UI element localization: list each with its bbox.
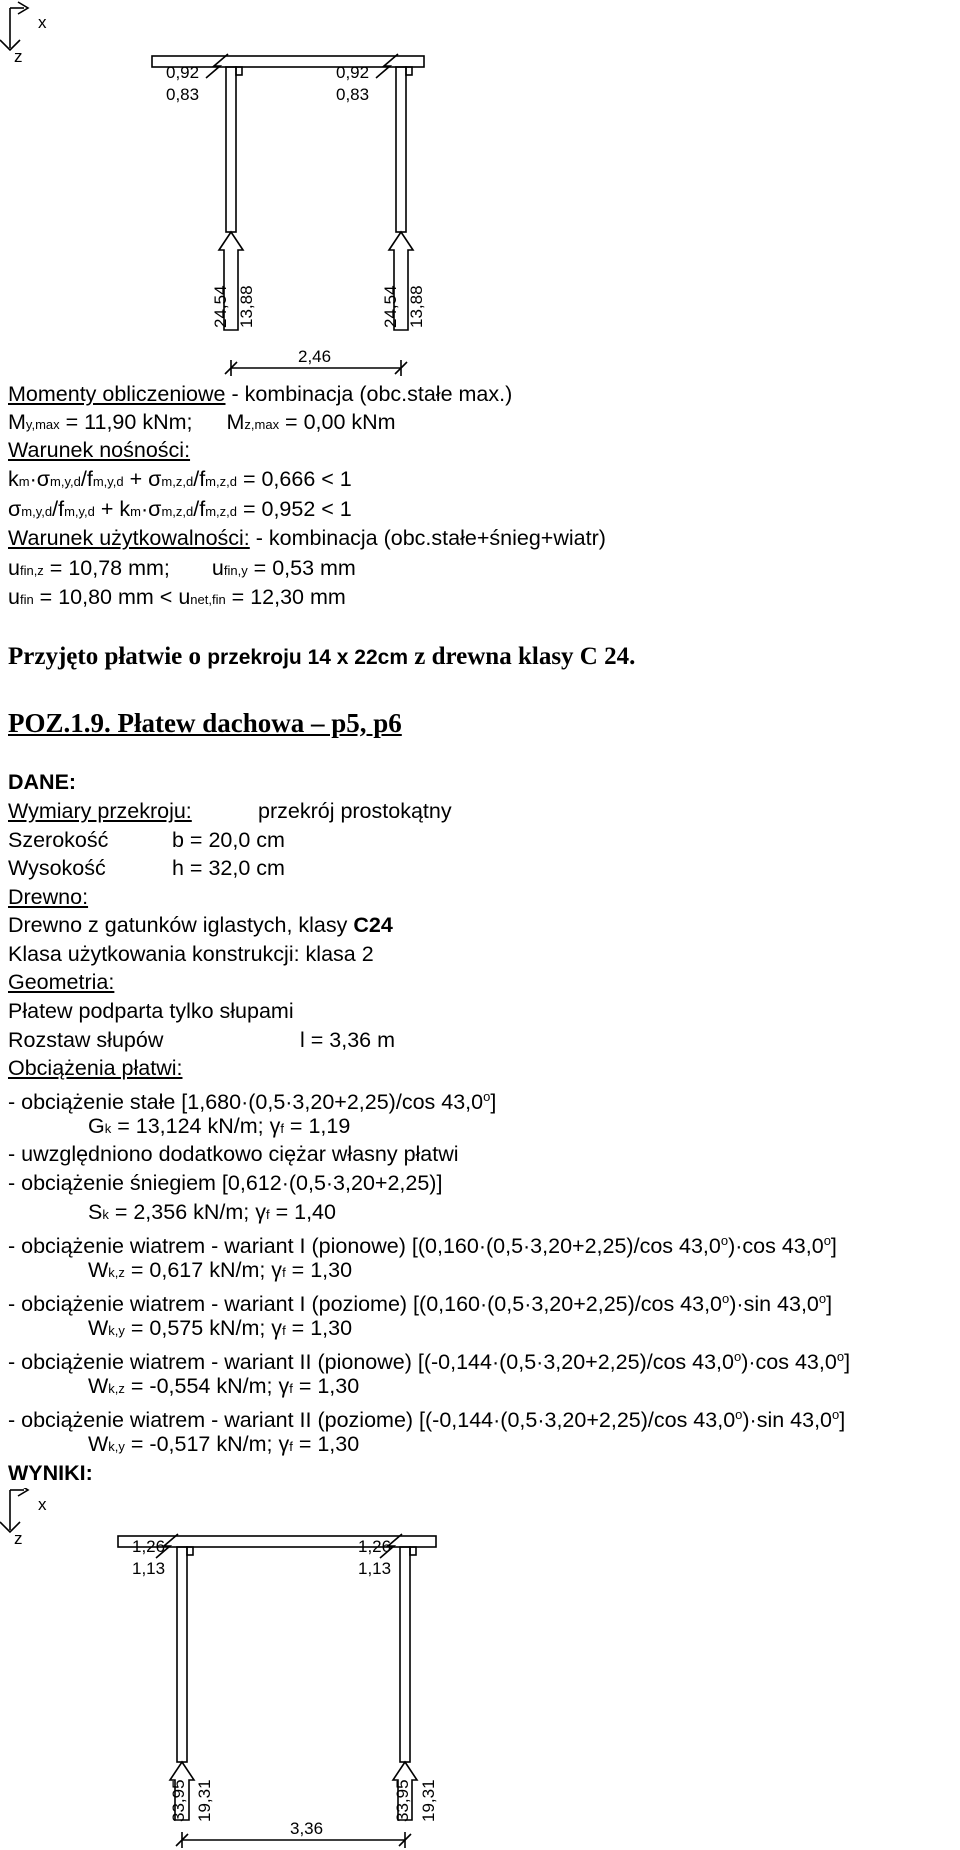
right-load-top: 0,92 <box>336 63 370 82</box>
right-reaction-2: 19,31 <box>419 1779 438 1822</box>
right-load-bottom: 0,83 <box>336 85 370 104</box>
span-dimension-label: 2,46 <box>298 347 332 366</box>
load-wind-1-horizontal: - obciążenie wiatrem - wariant I (poziome) [(0,160·(0,5·3,20+2,25)/cos $43,0^o)\cdot\sin$ 43,0$^o$] <box>8 1291 833 1317</box>
load-wind-2-vertical: - obciążenie wiatrem - wariant II (pionowe) [(-0,144·(0,5·3,20+2,25)/cos $43,0^o)\cdot\cos$ 43,0$^o$] <box>8 1349 851 1375</box>
width-line: Szerokość b = 20,0 cm <box>8 828 285 852</box>
load-dead: - obciążenie stałe [1,680·(0,5·3,20+2,25)/cos 43,0$^o$] <box>8 1089 497 1115</box>
geometry-title: Geometria: <box>8 970 115 994</box>
load-snow-value: Sk = 2,356 kN/m; γf = 1,40 <box>88 1200 336 1224</box>
load-wind-2-vertical-value: Wk,z = -0,554 kN/m; γf = 1,30 <box>88 1374 360 1398</box>
data-title: DANE: <box>8 770 77 794</box>
left-load-top: 1,26 <box>132 1537 166 1556</box>
axis-z-label: z <box>14 47 23 66</box>
load-wind-1-vertical: - obciążenie wiatrem - wariant I (pionowe) [(0,160·(0,5·3,20+2,25)/cos $43,0^o)\cdot\cos$ 43,0$^o$] <box>8 1233 837 1259</box>
load-wind-1-horizontal-value: Wk,y = 0,575 kN/m; γf = 1,30 <box>88 1316 353 1340</box>
axis-x-label: x <box>38 13 47 32</box>
span-dimension-label: 3,36 <box>290 1819 324 1838</box>
left-reaction-2: 13,88 <box>237 285 256 328</box>
structure-diagram-2 <box>0 1488 960 1850</box>
right-load-top: 1,26 <box>358 1537 392 1556</box>
results-title: WYNIKI: <box>8 1461 93 1485</box>
conclusion: Przyjęto płatwie o przekroju 14 x 22cm z drewna klasy C 24. <box>8 643 636 670</box>
capacity-condition-2: σm,y,d/fm,y,d + km·σm,z,d/fm,z,d = 0,952 < 1 <box>8 497 352 521</box>
left-load-top: 0,92 <box>166 63 200 82</box>
left-moment-symbol <box>206 54 228 78</box>
spacing-line: Rozstaw słupów l = 3,36 m <box>8 1028 396 1052</box>
right-reaction-1: 33,95 <box>393 1779 412 1822</box>
load-dead-value: Gk = 13,124 kN/m; γf = 1,19 <box>88 1114 351 1138</box>
left-reaction-1: 24,54 <box>211 285 230 328</box>
left-load-bottom: 0,83 <box>166 85 200 104</box>
right-post <box>400 1547 410 1762</box>
left-post <box>226 67 236 232</box>
capacity-condition-1: km·σm,y,d/fm,y,d + σm,z,d/fm,z,d = 0,666 < 1 <box>8 467 352 491</box>
load-selfweight: - uwzględniono dodatkowo ciężar własny płatwi <box>8 1142 459 1166</box>
section-heading: POZ.1.9. Płatew dachowa – p5, p6 <box>8 708 402 738</box>
height-line: Wysokość h = 32,0 cm <box>8 856 285 880</box>
right-moment-symbol <box>376 54 398 78</box>
right-post <box>396 67 406 232</box>
load-wind-2-horizontal: - obciążenie wiatrem - wariant II (poziome) [(-0,144·(0,5·3,20+2,25)/cos $43,0^o)\cdot\sin$ 43,0$^o$] <box>8 1407 846 1433</box>
load-wind-1-vertical-value: Wk,z = 0,617 kN/m; γf = 1,30 <box>88 1258 353 1282</box>
axis-z-label: z <box>14 1529 23 1548</box>
left-reaction-2: 19,31 <box>195 1779 214 1822</box>
dimensions-line: Wymiary przekroju: przekrój prostokątny <box>8 799 452 823</box>
axis-x-label: x <box>38 1495 47 1514</box>
left-load-bottom: 1,13 <box>132 1559 166 1578</box>
load-snow: - obciążenie śniegiem [0,612·(0,5·3,20+2,25)] <box>8 1171 443 1195</box>
left-reaction-1: 33,95 <box>169 1779 188 1822</box>
support-line: Płatew podparta tylko słupami <box>8 999 294 1023</box>
wood-line: Drewno z gatunków iglastych, klasy C24 <box>8 913 393 937</box>
capacity-title: Warunek nośności: <box>8 438 191 462</box>
right-reaction-1: 24,54 <box>381 285 400 328</box>
load-wind-2-horizontal-value: Wk,y = -0,517 kN/m; γf = 1,30 <box>88 1432 360 1456</box>
moments-line: Momenty obliczeniowe - kombinacja (obc.stałe max.) <box>8 382 513 406</box>
right-load-bottom: 1,13 <box>358 1559 392 1578</box>
structure-diagram-1 <box>0 0 960 380</box>
wood-title: Drewno: <box>8 885 89 909</box>
moment-values-line: My,max = 11,90 kNm; Mz,max = 0,00 kNm <box>8 410 396 434</box>
service-class-line: Klasa użytkowania konstrukcji: klasa 2 <box>8 942 374 966</box>
right-reaction-2: 13,88 <box>407 285 426 328</box>
deflection-check: ufin = 10,80 mm < unet,fin = 12,30 mm <box>8 585 346 609</box>
loads-title: Obciążenia płatwi: <box>8 1056 183 1080</box>
left-post <box>177 1547 187 1762</box>
serviceability-line: Warunek użytkowalności: - kombinacja (obc.stałe+śnieg+wiatr) <box>8 526 606 550</box>
deflection-components: ufin,z = 10,78 mm; ufin,y = 0,53 mm <box>8 556 356 580</box>
